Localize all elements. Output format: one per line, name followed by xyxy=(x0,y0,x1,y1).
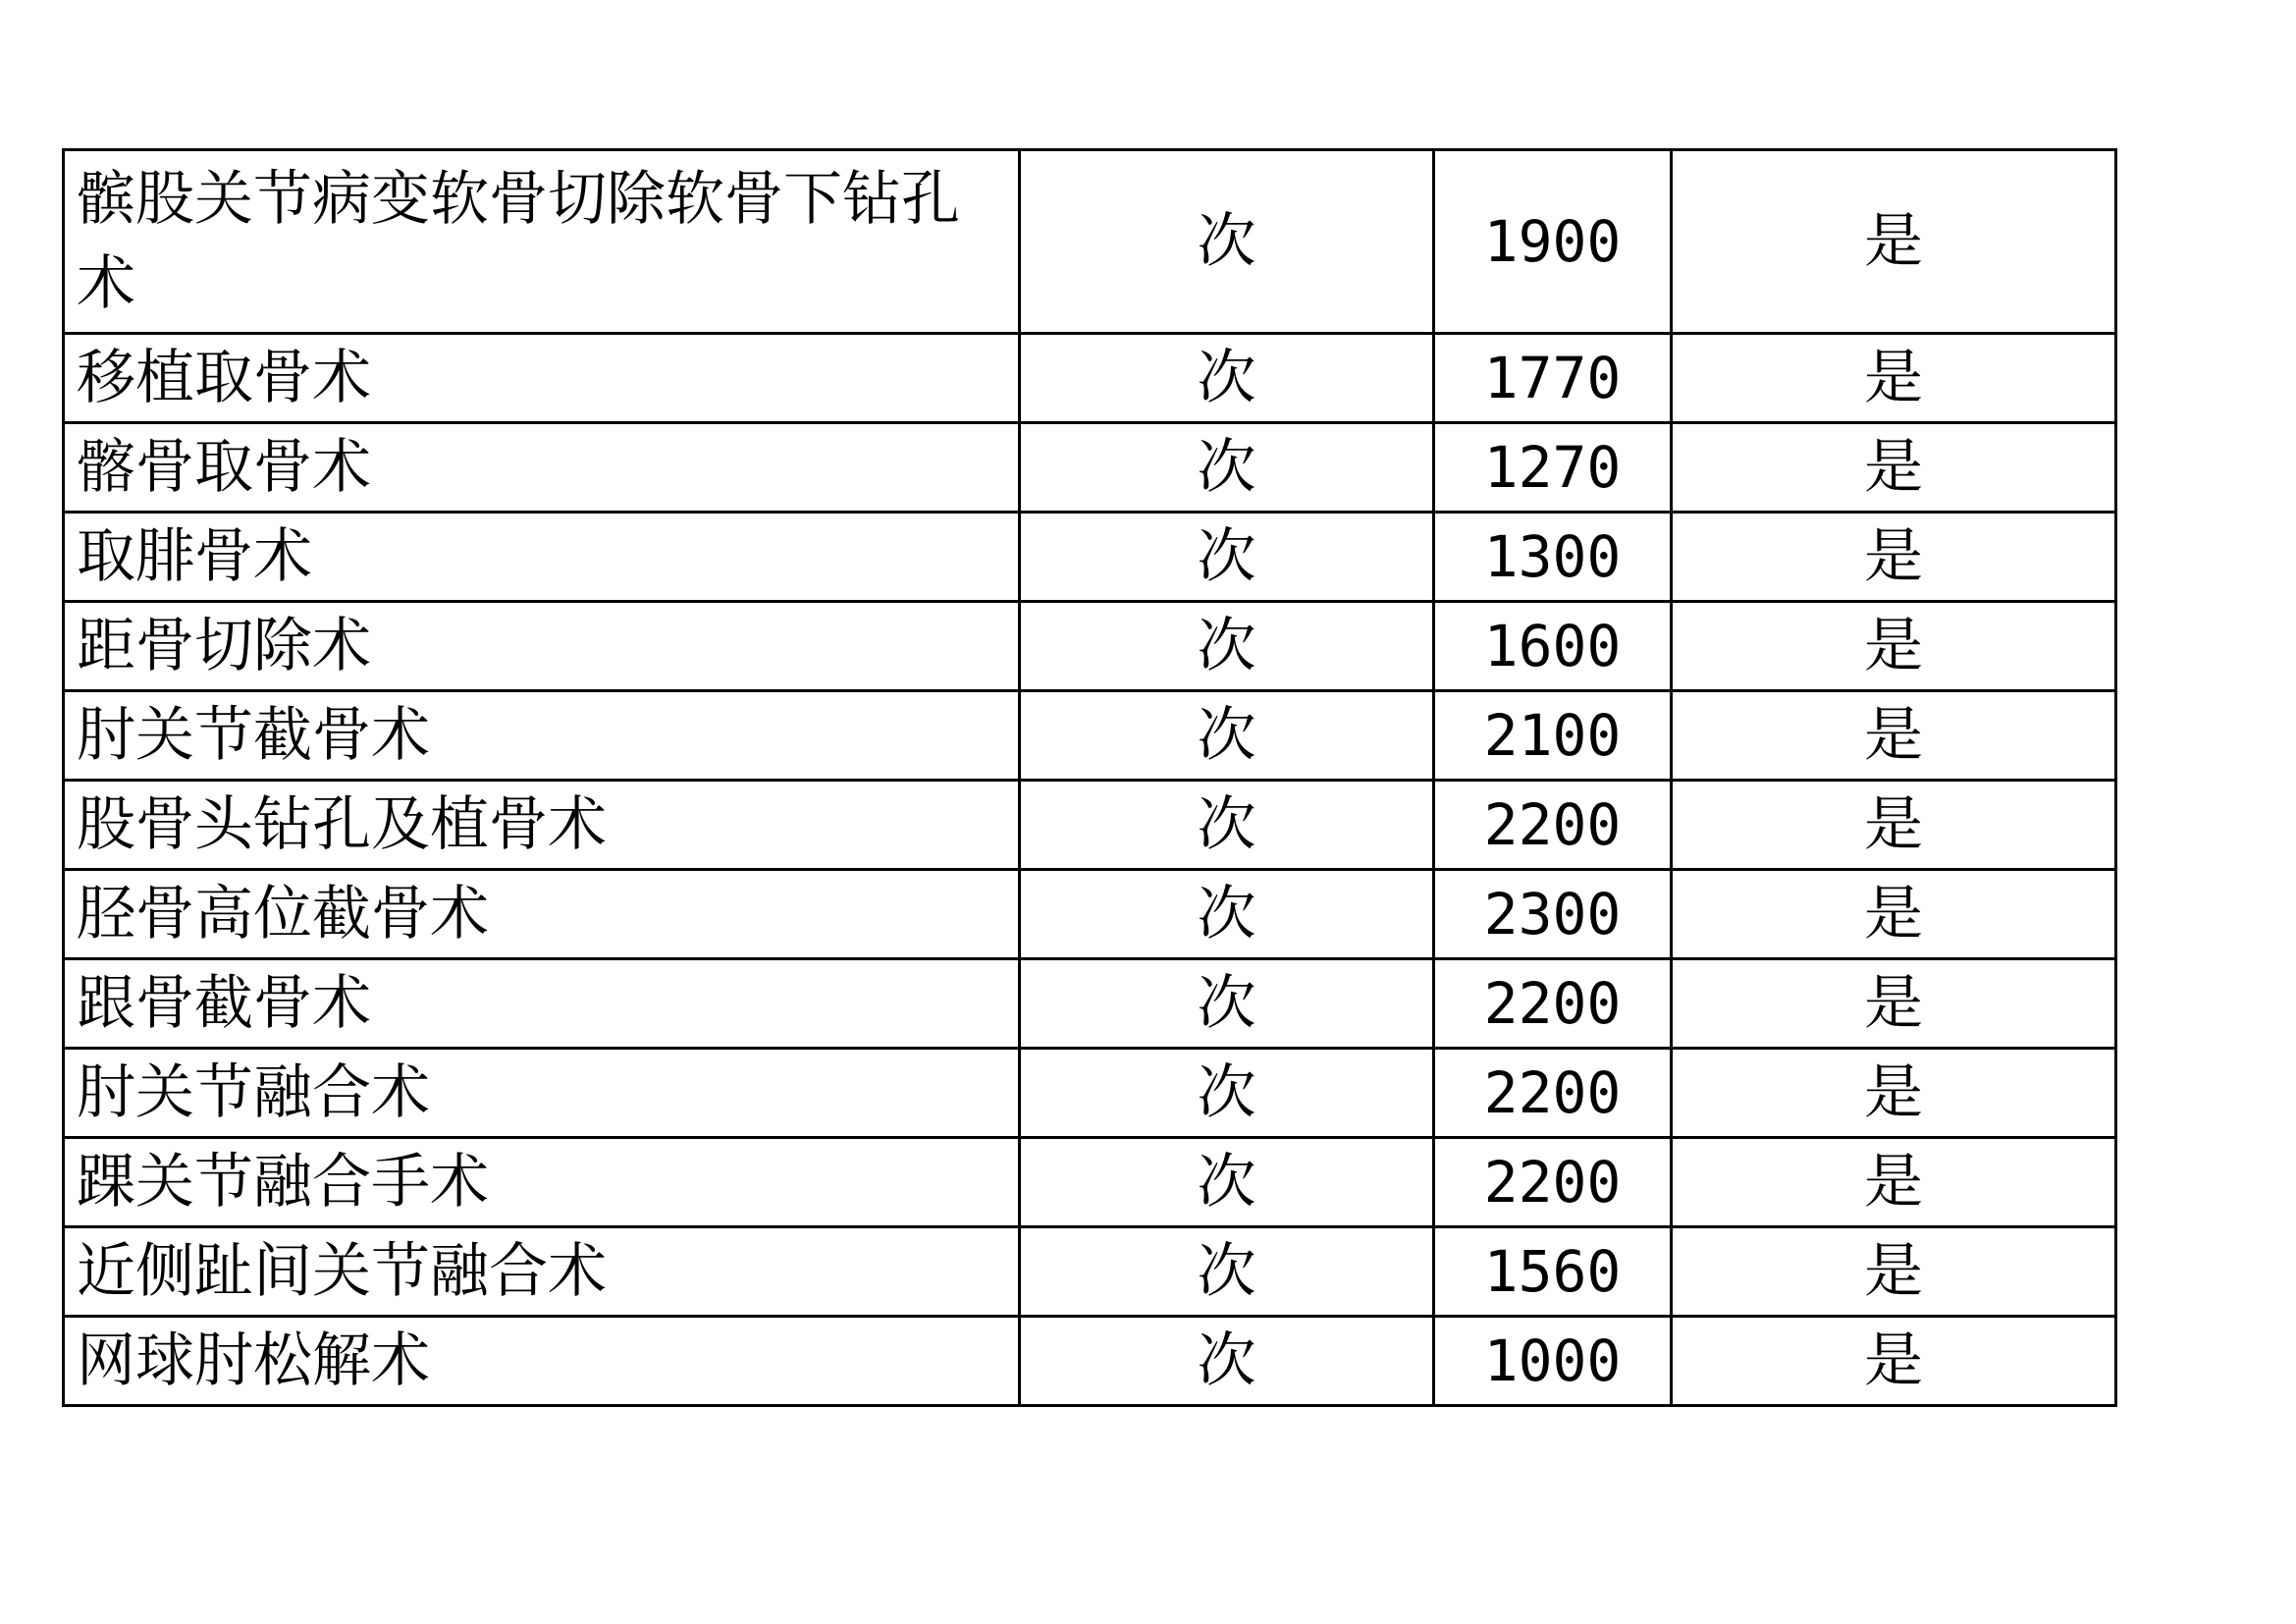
unit-cell: 次 xyxy=(1020,1227,1434,1317)
flag-cell: 是 xyxy=(1672,1227,2116,1317)
unit-cell: 次 xyxy=(1020,150,1434,334)
flag-cell: 是 xyxy=(1672,602,2116,691)
flag-cell: 是 xyxy=(1672,781,2116,870)
price-cell: 1560 xyxy=(1434,1227,1672,1317)
table-row xyxy=(64,150,2116,334)
price-cell: 1900 xyxy=(1434,150,1672,334)
flag-cell: 是 xyxy=(1672,423,2116,513)
procedure-name-cell: 胫骨高位截骨术 xyxy=(64,870,1020,959)
flag-cell: 是 xyxy=(1672,959,2116,1049)
table-row xyxy=(64,602,2116,691)
unit-cell: 次 xyxy=(1020,513,1434,602)
flag-cell: 是 xyxy=(1672,334,2116,423)
procedure-name-cell: 移植取骨术 xyxy=(64,334,1020,423)
price-cell: 1600 xyxy=(1434,602,1672,691)
unit-cell: 次 xyxy=(1020,423,1434,513)
price-cell: 1000 xyxy=(1434,1317,1672,1406)
price-cell: 2200 xyxy=(1434,959,1672,1049)
flag-cell: 是 xyxy=(1672,150,2116,334)
table-row xyxy=(64,781,2116,870)
table-row xyxy=(64,423,2116,513)
unit-cell: 次 xyxy=(1020,334,1434,423)
procedure-name-cell: 股骨头钻孔及植骨术 xyxy=(64,781,1020,870)
table-row xyxy=(64,959,2116,1049)
flag-cell: 是 xyxy=(1672,691,2116,781)
procedure-name-cell: 肘关节融合术 xyxy=(64,1049,1020,1138)
price-cell: 1300 xyxy=(1434,513,1672,602)
table-row xyxy=(64,1317,2116,1406)
unit-cell: 次 xyxy=(1020,1049,1434,1138)
table-row xyxy=(64,1138,2116,1227)
price-cell: 1270 xyxy=(1434,423,1672,513)
procedure-name-cell: 网球肘松解术 xyxy=(64,1317,1020,1406)
unit-cell: 次 xyxy=(1020,1138,1434,1227)
procedure-name-cell: 近侧趾间关节融合术 xyxy=(64,1227,1020,1317)
flag-cell: 是 xyxy=(1672,1138,2116,1227)
price-cell: 2200 xyxy=(1434,1049,1672,1138)
flag-cell: 是 xyxy=(1672,513,2116,602)
price-cell: 2200 xyxy=(1434,781,1672,870)
procedure-name-cell: 跟骨截骨术 xyxy=(64,959,1020,1049)
price-cell: 2100 xyxy=(1434,691,1672,781)
flag-cell: 是 xyxy=(1672,870,2116,959)
table-row xyxy=(64,334,2116,423)
table-row xyxy=(64,1227,2116,1317)
table-row xyxy=(64,1049,2116,1138)
procedure-name-cell: 距骨切除术 xyxy=(64,602,1020,691)
table-row xyxy=(64,870,2116,959)
unit-cell: 次 xyxy=(1020,691,1434,781)
table-row xyxy=(64,691,2116,781)
table-row xyxy=(64,513,2116,602)
procedure-name-cell: 髌股关节病变软骨切除软骨下钻孔术 xyxy=(64,150,1020,334)
procedure-name-cell: 踝关节融合手术 xyxy=(64,1138,1020,1227)
unit-cell: 次 xyxy=(1020,602,1434,691)
procedure-fee-table xyxy=(62,148,2117,1407)
price-cell: 1770 xyxy=(1434,334,1672,423)
procedure-name-cell: 取腓骨术 xyxy=(64,513,1020,602)
unit-cell: 次 xyxy=(1020,959,1434,1049)
procedure-name-cell: 髂骨取骨术 xyxy=(64,423,1020,513)
flag-cell: 是 xyxy=(1672,1317,2116,1406)
unit-cell: 次 xyxy=(1020,1317,1434,1406)
price-cell: 2300 xyxy=(1434,870,1672,959)
flag-cell: 是 xyxy=(1672,1049,2116,1138)
price-cell: 2200 xyxy=(1434,1138,1672,1227)
procedure-name-cell: 肘关节截骨术 xyxy=(64,691,1020,781)
unit-cell: 次 xyxy=(1020,781,1434,870)
unit-cell: 次 xyxy=(1020,870,1434,959)
